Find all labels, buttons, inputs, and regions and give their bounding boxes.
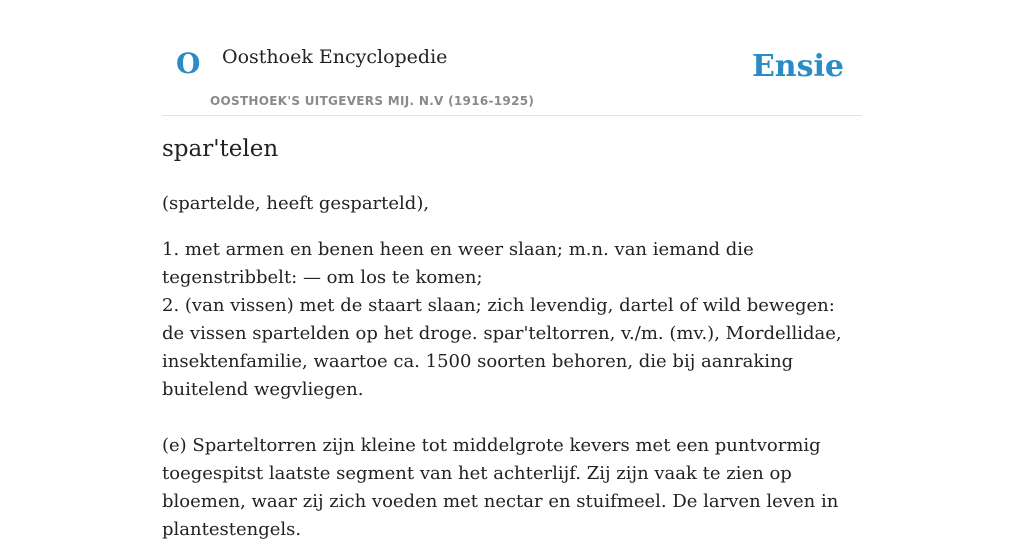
entry-definitions bbox=[162, 236, 862, 404]
entry-note: (e) Sparteltorren zijn kleine tot middelgrote kevers met een puntvormig toegespitst laatste segment van het achterlijf. Zij zijn vaak te zien op bloemen, waar zij zich voeden met nectar en stuifmeel. De larven leven in plantestengels. bbox=[162, 434, 839, 540]
publisher-label: OOSTHOEK'S UITGEVERS MIJ. N.V (1916-1925) bbox=[210, 94, 535, 108]
entry-grammar: (spartelde, heeft gesparteld), bbox=[162, 192, 430, 214]
definition-item: 1. met armen en benen heen en weer slaan; m.n. van iemand die tegenstribbelt: — om los te komen; bbox=[162, 238, 754, 288]
entry-title: spar'telen bbox=[162, 136, 279, 162]
entry-content bbox=[162, 136, 862, 544]
site-header bbox=[162, 28, 862, 116]
encyclopedia-name[interactable]: Oosthoek Encyclopedie bbox=[222, 46, 448, 68]
oosthoek-logo[interactable]: O bbox=[176, 47, 201, 80]
definition-item: 2. (van vissen) met de staart slaan; zich levendig, dartel of wild bewegen: de vissen spartelden op het droge. spar'teltorren, v./m. (mv.), Mordellidae, insektenfamilie, waartoe ca. 1500 soorten behoren, die bij aanraking buitelend wegvliegen. bbox=[162, 294, 842, 400]
ensie-brand-logo[interactable]: Ensie bbox=[751, 49, 844, 84]
